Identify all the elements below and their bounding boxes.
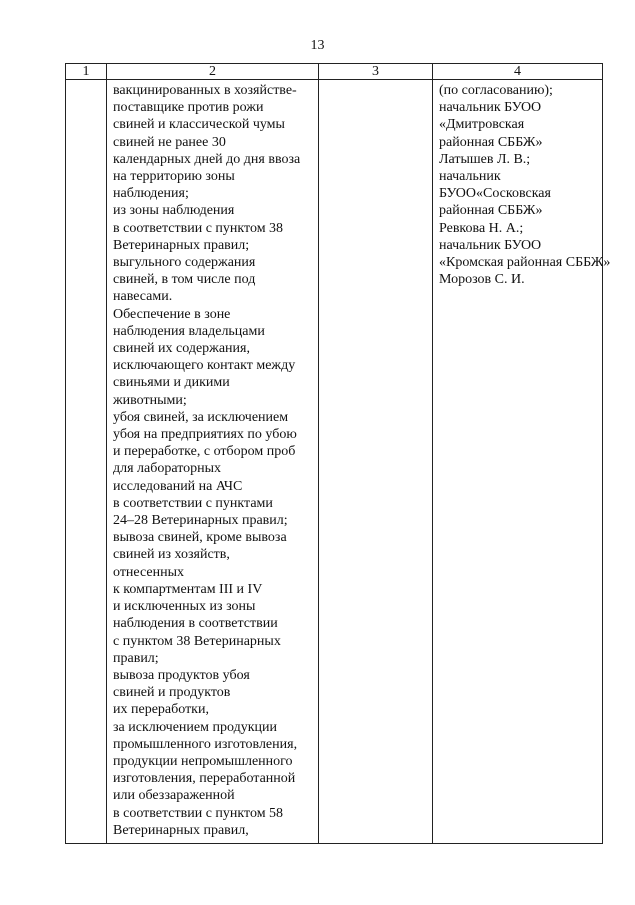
text-line: на территорию зоны xyxy=(113,169,235,185)
text-line: навесами. xyxy=(113,289,173,305)
text-line: исключающего контакт между xyxy=(113,358,296,374)
text-line: в соответствии с пунктом 58 xyxy=(113,805,284,821)
text-line: их переработки, xyxy=(113,702,209,718)
text-line: начальник БУОО xyxy=(439,237,542,253)
text-line: БУОО«Сосковская xyxy=(439,186,551,202)
text-line: для лабораторных xyxy=(113,461,222,477)
document-table xyxy=(65,63,611,844)
text-line: начальник БУОО xyxy=(439,100,542,116)
text-line: поставщике против рожи xyxy=(113,100,264,116)
text-line: свиней и продуктов xyxy=(113,685,231,701)
text-line: животными; xyxy=(113,392,187,408)
text-line: продукции непромышленного xyxy=(113,753,293,769)
text-line: с пунктом 38 Ветеринарных xyxy=(113,633,281,649)
text-line: убоя на предприятиях по убою xyxy=(113,427,297,443)
text-line: к компартментам III и IV xyxy=(113,581,263,597)
text-line: в соответствии с пунктами xyxy=(113,495,273,511)
text-line: Морозов С. И. xyxy=(439,272,525,288)
text-line: из зоны наблюдения xyxy=(113,203,235,219)
text-line: убоя свиней, за исключением xyxy=(113,409,289,425)
text-line: районная СББЖ» xyxy=(439,134,543,150)
text-line: наблюдения; xyxy=(113,186,189,202)
column-header-1: 1 xyxy=(66,64,107,80)
text-line: правил; xyxy=(113,650,159,666)
table-row xyxy=(66,80,603,844)
text-line: в соответствии с пунктом 38 xyxy=(113,220,284,236)
text-line: (по согласованию); xyxy=(439,83,553,98)
text-line: свиней не ранее 30 xyxy=(113,134,226,150)
header-row xyxy=(66,64,603,80)
text-line: свиней, в том числе под xyxy=(113,272,256,288)
text-line: свиней их содержания, xyxy=(113,341,250,357)
text-line: наблюдения владельцами xyxy=(113,323,265,339)
text-line: начальник xyxy=(439,169,501,185)
text-line: изготовления, переработанной xyxy=(113,771,296,787)
text-line: Ветеринарных правил; xyxy=(113,237,250,253)
column-header-3: 3 xyxy=(319,64,433,80)
text-line: и переработке, с отбором проб xyxy=(113,444,296,460)
text-line: наблюдения в соответствии xyxy=(113,616,278,632)
text-line: исследований на АЧС xyxy=(113,478,243,494)
text-line: вывоза продуктов убоя xyxy=(113,667,250,683)
text-line: Латышев Л. В.; xyxy=(439,151,531,167)
page-number: 13 xyxy=(310,38,325,53)
text-line: 24–28 Ветеринарных правил; xyxy=(113,513,288,529)
text-line: за исключением продукции xyxy=(113,719,277,735)
cell-col3 xyxy=(319,80,433,844)
text-line: районная СББЖ» xyxy=(439,203,543,219)
text-line: свиньями и дикими xyxy=(113,375,230,391)
text-line: вакцинированных в хозяйстве- xyxy=(113,83,297,98)
text-line: промышленного изготовления, xyxy=(113,736,298,752)
cell-col4 xyxy=(433,80,611,844)
text-line: и исключенных из зоны xyxy=(113,599,256,615)
text-line: отнесенных xyxy=(113,564,184,580)
text-line: свиней из хозяйств, xyxy=(113,547,230,563)
text-line: календарных дней до дня ввоза xyxy=(113,151,301,167)
text-line: вывоза свиней, кроме вывоза xyxy=(113,530,287,546)
text-line: Обеспечение в зоне xyxy=(113,306,231,322)
column-header-2: 2 xyxy=(107,64,319,80)
text-line: Ревкова Н. А.; xyxy=(439,220,524,236)
text-line: Ветеринарных правил, xyxy=(113,822,249,838)
text-line: «Дмитровская xyxy=(439,117,525,133)
cell-col1 xyxy=(66,80,107,844)
text-line: или обеззараженной xyxy=(113,788,235,804)
cell-col2 xyxy=(107,80,319,844)
column-header-4: 4 xyxy=(433,64,603,80)
text-line: свиней и классической чумы xyxy=(113,117,285,133)
text-line: «Кромская районная СББЖ» xyxy=(439,255,611,271)
text-line: выгульного содержания xyxy=(113,255,256,271)
